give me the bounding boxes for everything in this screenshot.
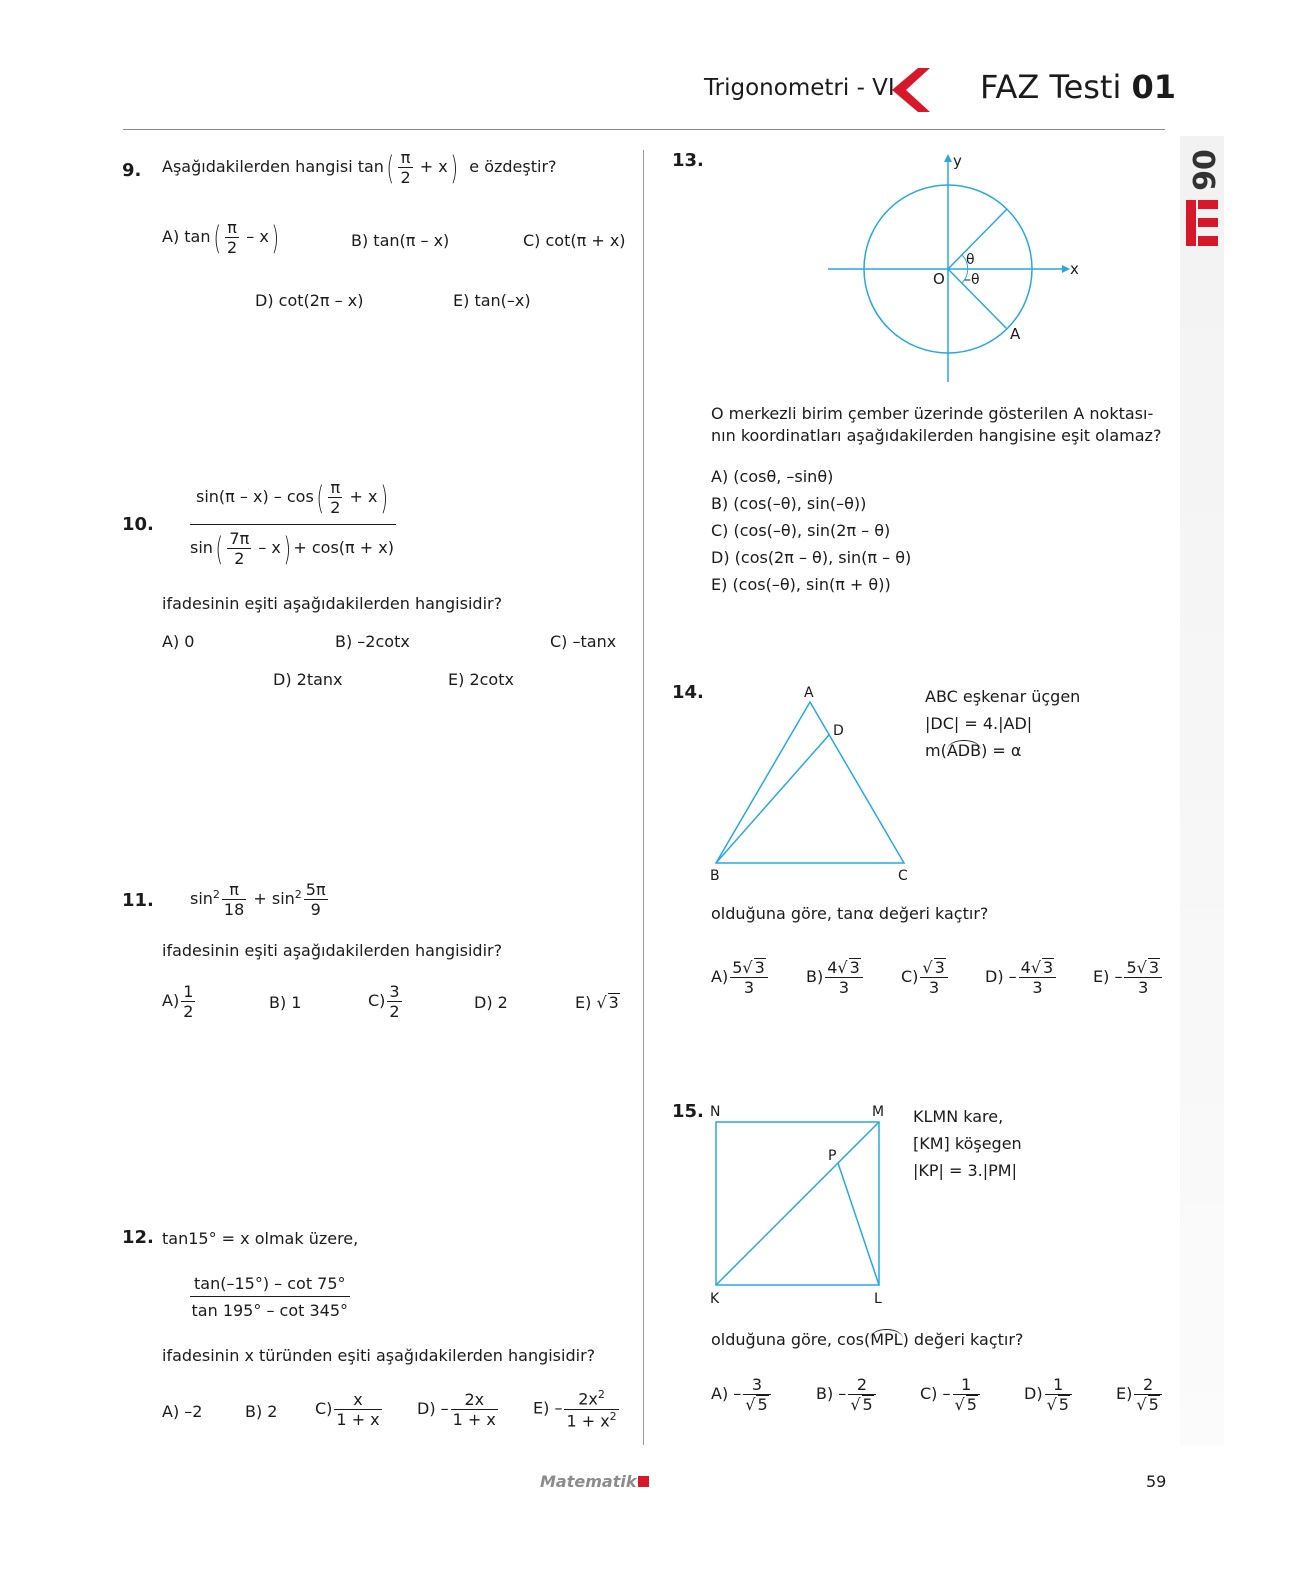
- frac-num: [564, 1388, 618, 1410]
- test-title-text: FAZ Testi: [980, 68, 1122, 106]
- question-post: ) değeri kaçtır?: [902, 1330, 1024, 1349]
- q14-option-d[interactable]: [985, 958, 1058, 997]
- frac-num: 2x: [451, 1390, 498, 1410]
- q13-option-d[interactable]: D) (cos(2π – θ), sin(π – θ): [711, 548, 912, 567]
- q10-option-b[interactable]: B) –2cotx: [335, 632, 410, 651]
- frac-num: 1: [1045, 1375, 1072, 1395]
- opt-frac: [181, 982, 195, 1021]
- q15-option-e[interactable]: [1116, 1375, 1164, 1414]
- sqrt-radicand: 5: [1058, 1395, 1069, 1415]
- q10-den-a: sin: [190, 538, 213, 558]
- q15-question: [711, 1330, 1023, 1349]
- q13-stem-line2: nın koordinatları aşağıdakilerden hangisine eşit olamaz?: [711, 426, 1162, 445]
- q10-number: 10.: [122, 514, 154, 535]
- frac-den: 3: [1138, 978, 1149, 998]
- frac-den: [953, 1395, 980, 1414]
- frac-num: x: [334, 1390, 381, 1410]
- sqrt-radicand: 3: [1043, 958, 1054, 977]
- question-pre: olduğuna göre, cos(: [711, 1330, 871, 1349]
- q15-info: [913, 1103, 1022, 1184]
- coef: 4: [827, 958, 838, 977]
- q12-number: 12.: [122, 1227, 154, 1248]
- q13-option-c[interactable]: C) (cos(–θ), sin(2π – θ): [711, 521, 891, 540]
- frac-num: [1124, 958, 1162, 978]
- diagonal-km: [716, 1122, 879, 1285]
- header-subject: Trigonometri - VI: [704, 75, 895, 101]
- q15-option-a[interactable]: [711, 1375, 773, 1414]
- q10-num-frac: [328, 478, 342, 517]
- q11-sin1: sin: [190, 889, 213, 909]
- frac-den: 3: [838, 978, 850, 998]
- opt-label: B) –: [816, 1384, 847, 1404]
- frac-den: 3: [1032, 978, 1043, 998]
- opt-frac: [334, 1390, 381, 1429]
- q11-frac1: [222, 880, 246, 919]
- q12-intro: tan15° = x olmak üzere,: [162, 1229, 359, 1248]
- q12-option-e[interactable]: [533, 1388, 621, 1430]
- sqrt-radicand: 3: [1148, 958, 1160, 977]
- opt-frac: [730, 958, 768, 997]
- den-text: 1 + x: [566, 1410, 610, 1430]
- q10-den-b: – x: [258, 538, 281, 558]
- q10-option-a[interactable]: A) 0: [162, 632, 195, 651]
- q14-option-c[interactable]: [901, 958, 950, 997]
- frac-num: 3: [389, 982, 400, 1001]
- sqrt-symbol: √: [837, 958, 848, 977]
- sqrt-symbol: √: [1046, 1395, 1057, 1415]
- triangle-abc: [716, 702, 904, 863]
- frac-num: 2: [848, 1375, 875, 1395]
- q13-option-a[interactable]: A) (cosθ, –sinθ): [711, 467, 834, 486]
- sqrt-symbol: √: [745, 1395, 756, 1415]
- sqrt-radicand: 3: [754, 958, 765, 977]
- frac-den: 2: [330, 498, 341, 518]
- q9-stem-b: e özdeştir?: [469, 157, 557, 177]
- q10-num-b: + x: [349, 487, 378, 507]
- column-divider: [643, 150, 644, 1445]
- q11-sin2: sin: [271, 889, 295, 909]
- frac-num: 7π: [229, 529, 250, 548]
- q11-expression: [190, 880, 330, 919]
- q15-square-figure: [700, 1098, 900, 1310]
- paren-open: (: [386, 148, 394, 187]
- q11-option-d[interactable]: D) 2: [474, 993, 508, 1012]
- header-rule: [123, 129, 1165, 130]
- opt-frac: [825, 958, 863, 997]
- label-c: C: [898, 868, 908, 884]
- q9-stem: [162, 148, 557, 187]
- info3-post: ) = α: [981, 741, 1022, 760]
- opt-frac: [1045, 1375, 1072, 1414]
- q14-number: 14.: [672, 682, 704, 703]
- q11-option-c[interactable]: [368, 982, 404, 1021]
- frac-num: 1: [953, 1375, 980, 1395]
- page-number: 59: [1146, 1472, 1167, 1491]
- q11-frac2: [304, 880, 328, 919]
- paren-close: ): [380, 478, 388, 517]
- q14-info2: |DC| = 4.|AD|: [925, 714, 1033, 733]
- opt-label: A) –: [711, 1384, 742, 1404]
- q10-den-c: + cos(π + x): [293, 538, 394, 558]
- y-axis-arrow-icon: [944, 154, 952, 162]
- red-chevron-icon: [888, 66, 932, 114]
- coef: 5: [1126, 958, 1137, 977]
- q9-option-d[interactable]: D) cot(2π – x): [255, 291, 364, 310]
- q12-option-d[interactable]: [417, 1390, 500, 1429]
- q10-option-d[interactable]: D) 2tanx: [273, 670, 343, 689]
- q11-option-e[interactable]: [575, 993, 620, 1012]
- q14-info1: ABC eşkenar üçgen: [925, 687, 1081, 706]
- opt-label: E) –: [533, 1398, 563, 1418]
- label-n: N: [710, 1104, 721, 1120]
- x-axis-arrow-icon: [1062, 265, 1070, 273]
- frac-den: 1 + x: [452, 1410, 496, 1430]
- q14-triangle-figure: [700, 680, 930, 890]
- q15-info3: |KP| = 3.|PM|: [913, 1161, 1017, 1180]
- label-d: D: [833, 723, 844, 739]
- paren-open: (: [316, 478, 324, 517]
- opt-label: E): [1116, 1384, 1133, 1404]
- num-sup: 2: [597, 1388, 605, 1401]
- q9-frac-num: π: [398, 148, 412, 168]
- q14-option-e[interactable]: [1093, 958, 1164, 997]
- q10-expression: [190, 478, 396, 568]
- q11-plus: +: [253, 889, 267, 909]
- q15-info2: [KM] köşegen: [913, 1134, 1022, 1153]
- frac-den: [564, 1410, 618, 1431]
- frac-den: [1134, 1395, 1161, 1414]
- label-theta: θ: [966, 252, 975, 268]
- sqrt-symbol: √: [954, 1395, 965, 1415]
- side-tab: [1180, 136, 1224, 1446]
- opt-frac: [1134, 1375, 1161, 1414]
- q9-stem-a: Aşağıdakilerden hangisi tan: [162, 157, 384, 177]
- q14-info3: [925, 737, 1080, 764]
- frac-num: [920, 958, 947, 978]
- q13-option-b[interactable]: B) (cos(–θ), sin(–θ)): [711, 494, 867, 513]
- frac-num: 2: [1134, 1375, 1161, 1395]
- label-a: A: [804, 685, 814, 701]
- q9-plus-x: + x: [419, 157, 448, 177]
- opt-label: C): [901, 967, 919, 987]
- frac-den: 2: [226, 238, 238, 258]
- q13-stem-line1: O merkezli birim çember üzerinde gösterilen A noktası-: [711, 404, 1154, 423]
- frac-den: 1 + x: [336, 1410, 380, 1430]
- frac-num: π: [225, 218, 239, 238]
- frac-den: 3: [743, 978, 755, 998]
- frac-den: 2: [183, 1002, 194, 1022]
- paren-close: ): [450, 148, 458, 187]
- label-l: L: [874, 1291, 882, 1307]
- q13-unit-circle-figure: [820, 148, 1090, 388]
- sqrt-symbol: √: [1030, 958, 1042, 977]
- frac-num: 5π: [305, 880, 326, 899]
- frac-den: [848, 1395, 875, 1414]
- q14-question: olduğuna göre, tanα değeri kaçtır?: [711, 904, 989, 923]
- den-sup: 2: [609, 1409, 617, 1423]
- q11-sq2: 2: [294, 887, 302, 901]
- label-m: M: [872, 1104, 885, 1120]
- q12-option-c[interactable]: [315, 1390, 384, 1429]
- q9-option-c[interactable]: C) cot(π + x): [523, 231, 626, 250]
- opt-label: C) –: [920, 1384, 951, 1404]
- frac-num: π: [222, 880, 246, 900]
- q14-option-a[interactable]: [711, 958, 770, 997]
- opt-frac: [387, 982, 401, 1021]
- q9-option-a[interactable]: [162, 218, 281, 257]
- radius-upper: [948, 209, 1007, 269]
- label-neg-theta: –θ: [964, 272, 980, 288]
- paren-open: (: [212, 218, 221, 257]
- q10-question: ifadesinin eşiti aşağıdakilerden hangisidir?: [162, 594, 503, 613]
- q10-num-a: sin(π – x) – cos: [196, 487, 314, 507]
- q12-option-b[interactable]: B) 2: [245, 1402, 278, 1421]
- opt-frac: [564, 1388, 618, 1430]
- label-k: K: [710, 1291, 720, 1307]
- frac-num: [825, 958, 863, 978]
- frac-den: 18: [223, 900, 245, 920]
- q15-number: 15.: [672, 1101, 704, 1122]
- sqrt-radicand: 5: [966, 1395, 977, 1415]
- num-text: 2x: [578, 1389, 598, 1409]
- question-arc: MPL: [870, 1330, 903, 1349]
- q14-option-b[interactable]: [806, 958, 865, 997]
- opt-label: D): [1024, 1384, 1043, 1404]
- sqrt-symbol: √: [1136, 958, 1147, 977]
- opt-label: A): [162, 991, 180, 1011]
- q11-number: 11.: [122, 890, 154, 911]
- frac-num: [1019, 958, 1057, 978]
- test-title: [980, 68, 1176, 106]
- sqrt-radicand: 3: [849, 958, 860, 977]
- opt-frac: [743, 1375, 770, 1414]
- opt-label: D) –: [985, 967, 1017, 987]
- sqrt-symbol: √: [850, 1395, 861, 1415]
- opt-label: D) –: [417, 1399, 449, 1419]
- coef: 4: [1020, 958, 1031, 977]
- sqrt-radicand: 5: [1148, 1395, 1159, 1415]
- label-a: A: [1010, 325, 1021, 343]
- q9-opt-a-frac: [225, 218, 239, 257]
- opt-label: A): [711, 967, 729, 987]
- frac-den: [1045, 1395, 1072, 1414]
- q15-option-b[interactable]: [816, 1375, 878, 1414]
- info3-arc: ADB: [946, 741, 982, 760]
- frac-num: π: [328, 478, 342, 498]
- frac-den: [743, 1395, 770, 1414]
- label-p: P: [828, 1148, 837, 1164]
- opt-frac: [451, 1390, 498, 1429]
- side-code: 06: [1185, 149, 1220, 191]
- opt-label: E) –: [1093, 967, 1123, 987]
- frac-num: 1: [183, 982, 194, 1001]
- sqrt-radicand: 5: [757, 1395, 768, 1415]
- info3-pre: m(: [925, 741, 947, 760]
- sqrt-radicand: 3: [934, 958, 945, 977]
- q15-option-c[interactable]: [920, 1375, 982, 1414]
- sqrt-radicand: 3: [608, 993, 619, 1012]
- frac-num: 3: [743, 1375, 770, 1395]
- opt-label: B): [806, 967, 824, 987]
- q13-option-e[interactable]: E) (cos(–θ), sin(π + θ)): [711, 575, 891, 594]
- footer-label: Matematik: [540, 1472, 637, 1491]
- frac-den: 3: [929, 978, 940, 998]
- frac-den: 9: [310, 900, 321, 920]
- opt-frac: [1019, 958, 1057, 997]
- test-number: 01: [1131, 68, 1177, 106]
- q12-frac-den: tan 195° – cot 345°: [191, 1301, 349, 1320]
- label-b: B: [710, 868, 720, 884]
- side-logo-icon: [1184, 198, 1220, 248]
- q9-frac-den: 2: [400, 168, 411, 188]
- q9-opt-a-pre: A) tan: [162, 227, 211, 247]
- frac-den: 2: [234, 549, 245, 569]
- frac-num: [730, 958, 768, 978]
- sqrt-symbol: √: [596, 993, 607, 1012]
- paren-close: ): [271, 218, 279, 257]
- paren-close: ): [283, 529, 291, 568]
- sqrt-symbol: √: [922, 958, 933, 977]
- sqrt-radicand: 5: [862, 1395, 873, 1415]
- q13-stem: [711, 403, 1161, 447]
- coef: 5: [732, 958, 743, 977]
- sqrt-symbol: √: [742, 958, 753, 977]
- q12-question: ifadesinin x türünden eşiti aşağıdakilerden hangisidir?: [162, 1346, 596, 1365]
- opt-frac: [953, 1375, 980, 1414]
- segment-pl: [838, 1163, 879, 1285]
- q11-option-b[interactable]: B) 1: [269, 993, 302, 1012]
- q13-number: 13.: [672, 150, 704, 171]
- q10-denominator: [190, 525, 396, 568]
- q9-option-b[interactable]: B) tan(π – x): [351, 231, 450, 250]
- q9-option-e[interactable]: E) tan(–x): [453, 291, 531, 310]
- q13-options: [711, 463, 911, 598]
- label-x: x: [1070, 260, 1079, 278]
- opt-frac: [920, 958, 947, 997]
- q9-number: 9.: [122, 160, 142, 181]
- opt-label: C): [315, 1399, 333, 1419]
- q10-option-c[interactable]: C) –tanx: [550, 632, 617, 651]
- q11-question: ifadesinin eşiti aşağıdakilerden hangisidir?: [162, 941, 503, 960]
- q12-frac-num: tan(–15°) – cot 75°: [190, 1274, 350, 1297]
- q15-info1: KLMN kare,: [913, 1107, 1004, 1126]
- opt-frac: [1124, 958, 1162, 997]
- q15-option-d[interactable]: [1024, 1375, 1074, 1414]
- q9-fraction: [398, 148, 412, 187]
- label-o: O: [933, 270, 945, 288]
- label-y: y: [953, 152, 962, 170]
- q10-numerator: [190, 478, 396, 525]
- q12-option-a[interactable]: A) –2: [162, 1402, 203, 1421]
- q9-opt-a-post: – x: [246, 227, 269, 247]
- footer-red-square-icon: [638, 1476, 649, 1487]
- opt-label: E): [575, 993, 592, 1012]
- q11-option-a[interactable]: [162, 982, 197, 1021]
- frac-den: 2: [389, 1002, 400, 1022]
- q14-info: [925, 683, 1080, 764]
- q10-den-frac: [227, 529, 251, 568]
- q10-option-e[interactable]: E) 2cotx: [448, 670, 514, 689]
- q12-fraction: [190, 1274, 350, 1320]
- opt-label: C): [368, 991, 386, 1011]
- paren-open: (: [215, 529, 223, 568]
- q11-sq1: 2: [212, 887, 220, 901]
- sqrt-symbol: √: [1136, 1395, 1147, 1415]
- segment-bd: [716, 735, 829, 863]
- opt-frac: [848, 1375, 875, 1414]
